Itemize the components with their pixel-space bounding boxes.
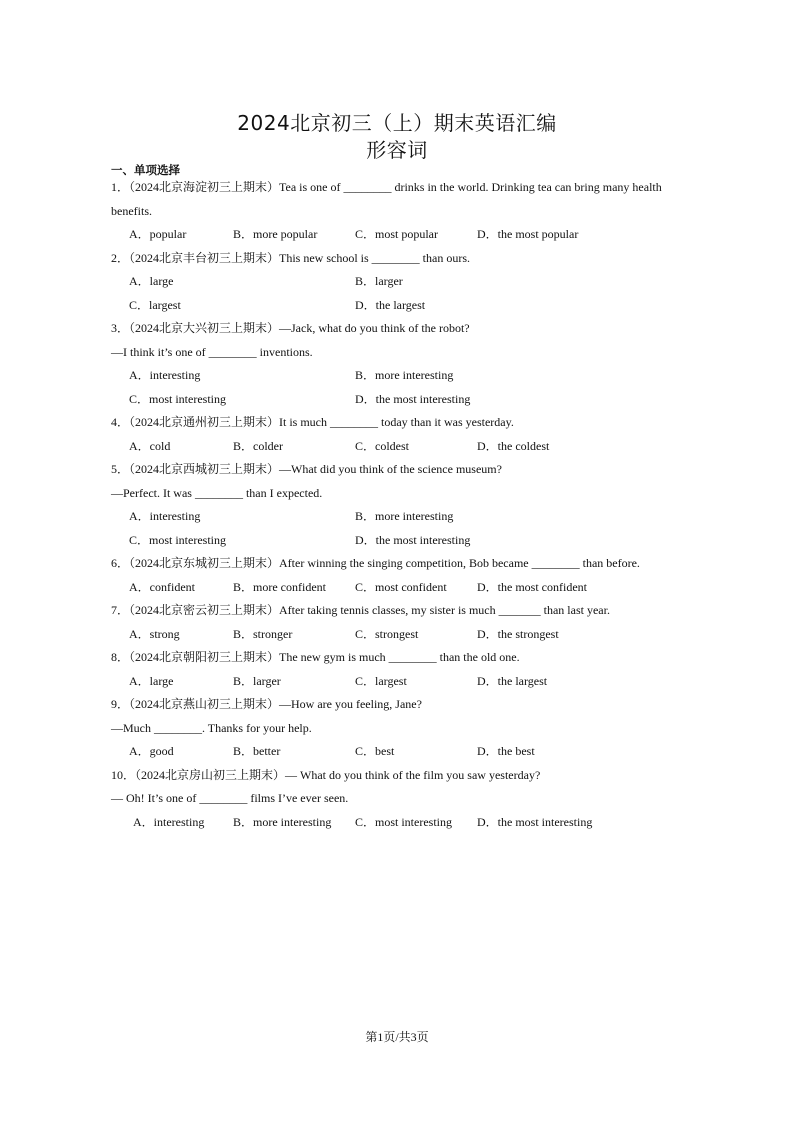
answer-option[interactable]: A．interesting — [129, 368, 201, 382]
question-text: 8．（2024北京朝阳初三上期末）The new gym is much ________ than the old one. — [111, 650, 520, 664]
answer-option[interactable]: A．large — [129, 673, 174, 688]
question-item — [111, 764, 711, 835]
document-subtitle: 形容词 — [366, 138, 428, 162]
answer-option[interactable]: B．larger — [355, 274, 403, 288]
option-row — [111, 388, 711, 412]
section-heading: 一、单项选择 — [111, 163, 180, 177]
answer-option[interactable]: D．the most interesting — [355, 391, 471, 406]
option-row — [111, 740, 711, 764]
document-title: 2024北京初三（上）期末英语汇编 — [237, 111, 557, 135]
question-text: 4．（2024北京通州初三上期末）It is much ________ today than it was yesterday. — [111, 415, 514, 429]
option-row — [111, 576, 711, 600]
question-item — [111, 646, 711, 693]
option-row — [111, 294, 711, 318]
answer-option[interactable]: B．larger — [233, 673, 281, 688]
answer-option[interactable]: C．most confident — [355, 579, 447, 594]
question-text: —Much ________. Thanks for your help. — [111, 720, 312, 735]
option-row — [111, 364, 711, 388]
answer-option[interactable]: D．the coldest — [477, 438, 550, 453]
question-item — [111, 599, 711, 646]
answer-option[interactable]: B．better — [233, 744, 281, 758]
answer-option[interactable]: B．more confident — [233, 579, 326, 594]
question-text: 1．（2024北京海淀初三上期末）Tea is one of ________ drinks in the world. Drinking tea can bring many health — [111, 180, 662, 194]
answer-option[interactable]: C．best — [355, 744, 395, 758]
answer-option[interactable]: A．interesting — [133, 814, 205, 829]
answer-option[interactable]: A．interesting — [129, 509, 201, 523]
question-text: 5．（2024北京西城初三上期末）—What did you think of the science museum? — [111, 462, 502, 476]
question-item — [111, 317, 711, 411]
option-row — [111, 670, 711, 694]
option-row — [111, 623, 711, 647]
answer-option[interactable]: B．stronger — [233, 626, 293, 641]
question-item — [111, 176, 711, 247]
page-footer: 第1页/共3页 — [365, 1030, 429, 1044]
question-item — [111, 247, 711, 318]
question-item — [111, 458, 711, 552]
answer-option[interactable]: A．cold — [129, 438, 171, 453]
answer-option[interactable]: B．more interesting — [355, 368, 454, 382]
answer-option[interactable]: B．more interesting — [355, 509, 454, 523]
option-row — [111, 811, 711, 835]
answer-option[interactable]: B．more popular — [233, 227, 318, 241]
option-row — [111, 505, 711, 529]
question-text: 7．（2024北京密云初三上期末）After taking tennis classes, my sister is much _______ than last year. — [111, 603, 610, 617]
answer-option[interactable]: C．largest — [129, 297, 181, 312]
answer-option[interactable]: B．more interesting — [233, 814, 332, 829]
option-row — [111, 223, 711, 247]
answer-option[interactable]: D．the most confident — [477, 579, 587, 594]
question-text: —Perfect. It was ________ than I expected. — [111, 485, 323, 500]
question-text: —I think it’s one of ________ inventions. — [111, 344, 313, 359]
question-text: 2．（2024北京丰台初三上期末）This new school is ________ than ours. — [111, 250, 470, 265]
question-text: — Oh! It’s one of ________ films I’ve ever seen. — [111, 791, 349, 805]
option-row — [111, 529, 711, 553]
answer-option[interactable]: A．popular — [129, 227, 187, 241]
question-text: 6．（2024北京东城初三上期末）After winning the singing competition, Bob became ________ than before. — [111, 556, 640, 570]
question-item — [111, 552, 711, 599]
answer-option[interactable]: D．the largest — [355, 297, 426, 312]
answer-option[interactable]: C．most interesting — [129, 532, 226, 547]
answer-option[interactable]: D．the strongest — [477, 626, 559, 641]
answer-option[interactable]: D．the largest — [477, 673, 548, 688]
answer-option[interactable]: C．coldest — [355, 438, 409, 453]
question-list — [111, 176, 711, 834]
question-item — [111, 411, 711, 458]
answer-option[interactable]: B．colder — [233, 438, 283, 453]
answer-option[interactable]: A．strong — [129, 626, 180, 641]
question-item — [111, 693, 711, 764]
answer-option[interactable]: A．confident — [129, 579, 195, 594]
answer-option[interactable]: C．largest — [355, 673, 407, 688]
answer-option[interactable]: A．good — [129, 744, 174, 758]
option-row — [111, 435, 711, 459]
answer-option[interactable]: C．most popular — [355, 227, 438, 241]
question-text: 9．（2024北京燕山初三上期末）—How are you feeling, Jane? — [111, 697, 422, 711]
answer-option[interactable]: C．strongest — [355, 626, 419, 641]
answer-option[interactable]: D．the most popular — [477, 227, 579, 241]
question-text: benefits. — [111, 203, 152, 218]
answer-option[interactable]: D．the most interesting — [477, 814, 593, 829]
question-text: 10．（2024北京房山初三上期末）— What do you think of the film you saw yesterday? — [111, 767, 541, 782]
answer-option[interactable]: D．the best — [477, 744, 535, 758]
question-text: 3．（2024北京大兴初三上期末）—Jack, what do you think of the robot? — [111, 321, 470, 335]
option-row — [111, 270, 711, 294]
answer-option[interactable]: C．most interesting — [355, 814, 452, 829]
answer-option[interactable]: C．most interesting — [129, 391, 226, 406]
answer-option[interactable]: A．large — [129, 274, 174, 288]
answer-option[interactable]: D．the most interesting — [355, 532, 471, 547]
